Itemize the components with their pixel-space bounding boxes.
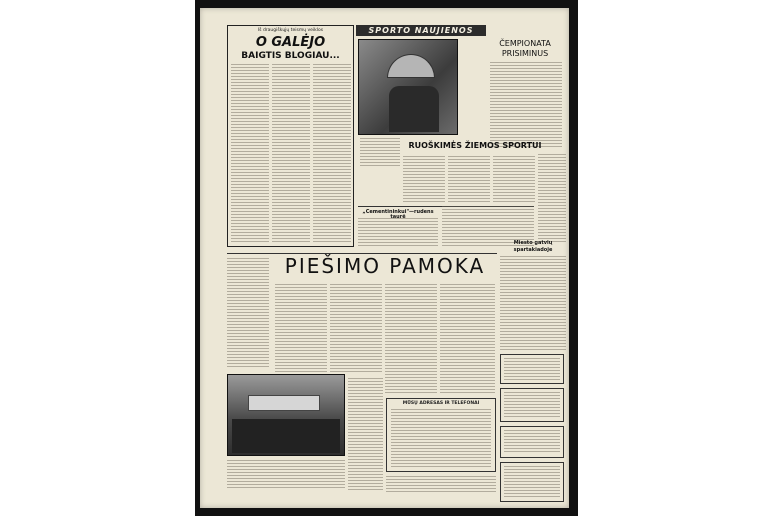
street-article-text — [500, 256, 566, 350]
right-ad-4 — [500, 462, 564, 502]
champion-title-line2: PRISIMINUS — [501, 49, 549, 58]
photo-crowd — [232, 419, 340, 453]
sports-photo — [358, 39, 458, 135]
footer-small-text — [386, 476, 496, 492]
sports-banner: SPORTO NAUJIENOS — [356, 25, 486, 36]
winter-article-col-1 — [403, 156, 445, 202]
right-column-text-1 — [538, 154, 566, 244]
cup-article-col-1 — [358, 218, 438, 246]
photo-building-dome — [387, 54, 435, 78]
right-ad-2-text — [504, 392, 560, 418]
right-ad-1 — [500, 354, 564, 384]
newspaper-page — [200, 8, 569, 508]
winter-article-col-2 — [448, 156, 490, 202]
right-ad-4-text — [504, 466, 560, 498]
right-ad-3-text — [504, 430, 560, 454]
right-ad-2 — [500, 388, 564, 422]
drawing-article-col-4 — [440, 284, 495, 394]
left-article-column-2 — [272, 64, 310, 244]
street-spartakiad-title-line2: spartakiadoje — [513, 247, 553, 253]
photo-banners — [248, 395, 320, 411]
cup-title: „Cementininkui"—rudens taurė — [362, 209, 434, 220]
drawing-article-col-3 — [385, 284, 437, 394]
winter-article-col-3 — [493, 156, 535, 202]
photo-people — [389, 86, 439, 132]
champion-article-text — [490, 62, 562, 148]
champion-title-line1: ČEMPIONATA — [499, 39, 551, 48]
address-box-text — [391, 409, 491, 467]
drawing-article-col-1 — [275, 284, 327, 374]
drawing-bottom-text — [348, 378, 383, 490]
right-ad-1-text — [504, 358, 560, 380]
address-box — [386, 398, 496, 472]
left-article-box — [227, 25, 354, 247]
left-article-title-line1: O GALĖJO — [255, 35, 326, 50]
left-article-title-line2: BAIGTIS BLOGIAU... — [241, 51, 340, 61]
demonstration-caption — [227, 460, 345, 490]
left-article-column-1 — [231, 64, 269, 244]
right-ad-3 — [500, 426, 564, 458]
address-box-title: MŪSŲ ADRESAS IR TELEFONAI — [402, 401, 480, 406]
drawing-article-col-2 — [330, 284, 382, 374]
left-article-column-3 — [313, 64, 351, 244]
drawing-intro-text — [227, 258, 269, 368]
drawing-lesson-title: PIEŠIMO PAMOKA — [284, 254, 486, 278]
photo-caption-text — [360, 138, 400, 168]
street-spartakiad-title-line1: Miesto gatvių — [513, 240, 553, 246]
winter-sports-title: RUOŠKIMĖS ŽIEMOS SPORTUI — [408, 141, 542, 150]
left-article-kicker: Iš draugiškųjų teismų veiklos — [257, 28, 324, 33]
demonstration-photo — [227, 374, 345, 456]
